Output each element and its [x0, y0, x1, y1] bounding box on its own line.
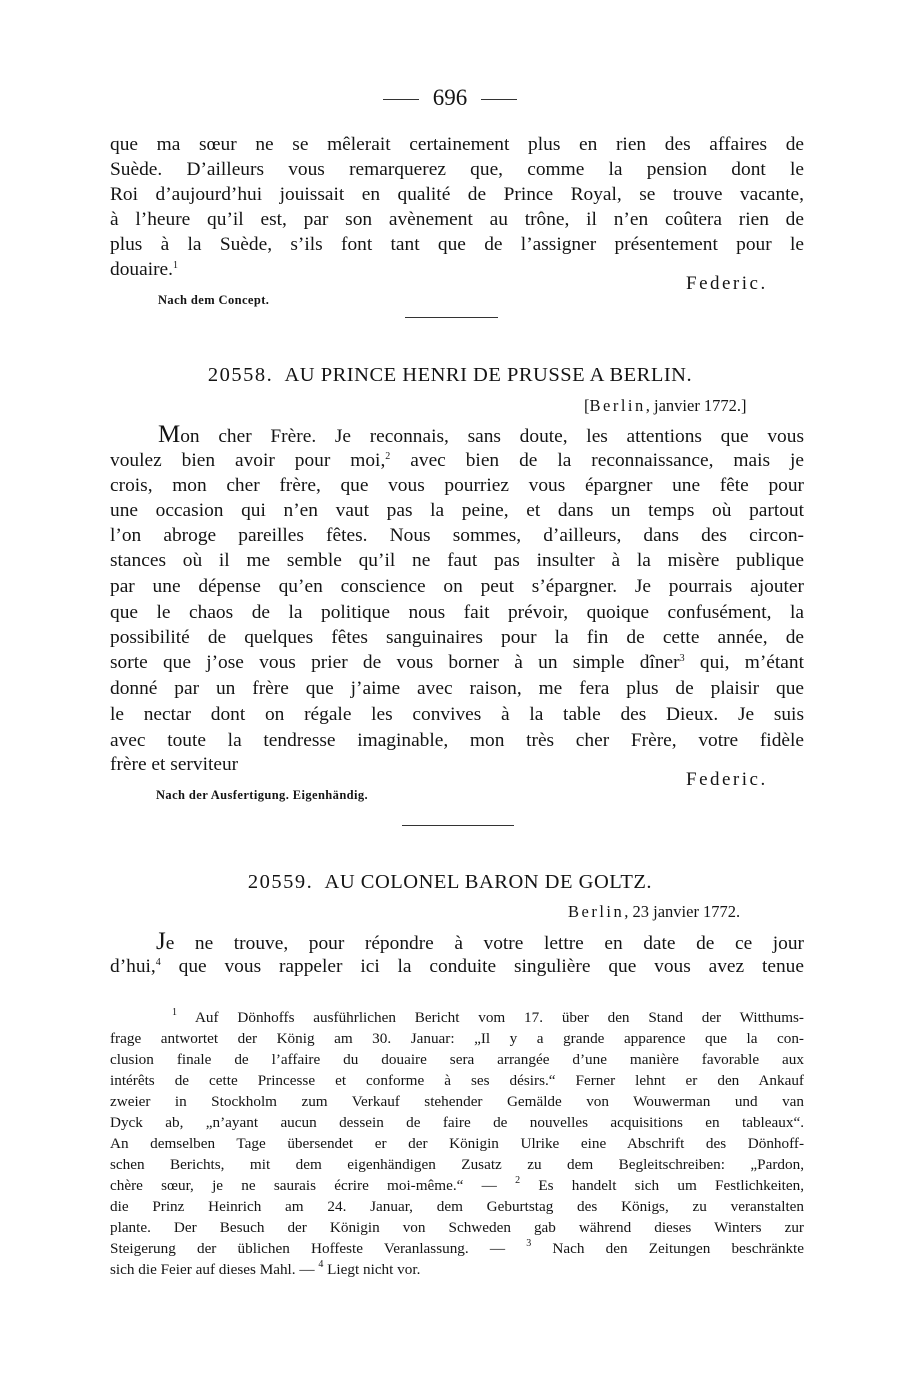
footnote-line: zweier in Stockholm zum Verkauf stehender Gemälde von Wouwerman und van [110, 1093, 804, 1110]
section-divider [405, 317, 498, 318]
text-segment: d’hui, [110, 956, 156, 977]
text-segment: voulez bien avoir pour moi, [110, 450, 386, 471]
text-segment: on cher Frère. Je reconnais, sans doute, les attentions que vous [180, 426, 804, 447]
text-line: par une dépense qu’en conscience on peut s’épargner. Je pourrais ajouter [110, 576, 804, 597]
text-line: crois, mon cher frère, que vous pourriez vous épargner une fête pour [110, 475, 804, 496]
text-segment: Nach den Zeitungen beschränkte [552, 1240, 804, 1257]
text-segment: chère sœur, je ne saurais écrire moi-même.“ — [110, 1177, 497, 1194]
text-segment: Steigerung der üblichen Hoffeste Veranlassung. — [110, 1240, 506, 1257]
text-line: avec toute la tendresse imaginable, mon très cher Frère, votre fidèle [110, 730, 804, 751]
date-place: Berlin [568, 902, 625, 921]
footnote-marker: 2 [515, 1175, 521, 1186]
letter-title: AU PRINCE HENRI DE PRUSSE A BERLIN. [284, 364, 693, 386]
text-line [158, 422, 804, 448]
letter-title: AU COLONEL BARON DE GOLTZ. [324, 871, 653, 893]
initial-letter: J [156, 928, 166, 955]
footnote-ref[interactable]: 4 [155, 957, 161, 968]
footnote-line: An demselben Tage übersendet er der Königin Ulrike eine Abschrift des Dönhoff- [110, 1135, 804, 1152]
footnote-line: intérêts de cette Princesse et conforme à ses désirs.“ Ferner lehnt er den Ankauf [110, 1072, 804, 1089]
text-line [156, 929, 804, 955]
footnote-line: plante. Der Besuch der Königin von Schweden gab während dieses Winters zur [110, 1219, 804, 1236]
date-rest: , 23 janvier 1772. [624, 902, 741, 921]
footnote-marker: 3 [526, 1238, 532, 1249]
letter-number: 20559. [247, 871, 314, 893]
letter-heading [0, 361, 900, 389]
text-line: à l’heure qu’il est, par son avènement au trône, il n’en coûtera rien de [110, 209, 804, 230]
text-segment: e ne trouve, pour répondre à votre lettre en date de ce jour [165, 933, 804, 954]
letter-date [568, 900, 740, 924]
text-segment: sich die Feier auf dieses Mahl. — [110, 1261, 315, 1278]
signature: Federic. [686, 273, 768, 294]
section-divider [402, 825, 514, 826]
text-segment: Auf Dönhoffs ausführlichen Bericht vom 17. über den Stand der Witthums- [194, 1009, 804, 1026]
footnote-line: clusion finale de l’affaire du douaire sera arrangée d’une manière favorable aux [110, 1051, 804, 1068]
text-line: une occasion qui n’en vaut pas la peine, et dans un temps où partout [110, 500, 804, 521]
text-line [110, 448, 804, 474]
letter-heading [0, 868, 900, 896]
text-line: Roi d’aujourd’hui jouissait en qualité de Prince Royal, se trouve vacante, [110, 184, 804, 205]
source-note: Nach der Ausfertigung. Eigenhändig. [156, 788, 369, 802]
footnote-marker: 1 [172, 1007, 177, 1018]
footnote-line: die Prinz Heinrich am 24. Januar, dem Geburtstag des Königs, zu veranstalten [110, 1198, 804, 1215]
footnote-ref[interactable]: 3 [679, 653, 685, 664]
page-number-dash-right [481, 99, 517, 100]
text-line: que ma sœur ne se mêlerait certainement plus en rien des affaires de [110, 134, 804, 155]
text-segment: Es handelt sich um Festlichkeiten, [538, 1177, 805, 1194]
footnote-line: Dyck ab, „n’ayant aucun dessein de faire de nouvelles acquisitions en tableaux“. [110, 1114, 804, 1131]
text-segment: Liegt nicht vor. [327, 1261, 421, 1278]
footnote-ref[interactable]: 1 [173, 260, 178, 271]
text-segment: que vous rappeler ici la conduite singulière que vous avez tenue [178, 956, 804, 977]
text-line [110, 650, 804, 676]
footnote-line [172, 1007, 804, 1029]
footnote-line: schen Berichts, mit dem eigenhändigen Zusatz zu dem Begleitschreiben: „Pardon, [110, 1156, 804, 1173]
footnote-line: frage antwortet der König am 30. Januar: „Il y a grande apparence que la con- [110, 1030, 804, 1047]
initial-letter: M [158, 421, 181, 448]
text-line: l’on abroge pareilles fêtes. Nous sommes, d’ailleurs, dans des circon- [110, 525, 804, 546]
text-line: stances où il me semble qu’il ne faut pas insulter à la misère publique [110, 550, 804, 571]
text-line: plus à la Suède, s’ils font tant que de l’assigner présentement pour le [110, 234, 804, 255]
text-segment: avec bien de la reconnaissance, mais je [410, 450, 805, 471]
footnote-line [110, 1259, 804, 1281]
date-place: Berlin [589, 396, 646, 415]
footnote-marker: 4 [318, 1259, 324, 1270]
text-line: le nectar dont on régale les convives à la table des Dieux. Je suis [110, 704, 804, 725]
text-line: donné par un frère que j’aime avec raison, me fera plus de plaisir que [110, 678, 804, 699]
text-line: Suède. D’ailleurs vous remarquerez que, comme la pension dont le [110, 159, 804, 180]
text-line: frère et serviteur [110, 754, 239, 775]
date-bracket: [ [584, 396, 590, 415]
letter-number: 20558. [207, 364, 274, 386]
text-line [110, 954, 804, 980]
text-segment: sorte que j’ose vous prier de vous borner à un simple dîner [110, 652, 680, 673]
signature: Federic. [686, 769, 768, 790]
text-line: possibilité de quelques fêtes sanguinaires pour la fin de cette année, de [110, 627, 804, 648]
source-note: Nach dem Concept. [158, 293, 270, 307]
footnote-ref[interactable]: 2 [385, 451, 391, 462]
date-rest: , janvier 1772.] [645, 396, 747, 415]
text-segment: qui, m’étant [699, 652, 804, 673]
text-segment: douaire. [110, 259, 173, 280]
page-number [0, 80, 900, 116]
text-line: que le chaos de la politique nous fait prévoir, quoique confusément, la [110, 602, 804, 623]
footnote-line [110, 1175, 804, 1197]
page-number-value: 696 [432, 85, 468, 110]
letter-date [584, 394, 747, 418]
page-number-dash-left [383, 99, 419, 100]
footnote-line [110, 1238, 804, 1260]
